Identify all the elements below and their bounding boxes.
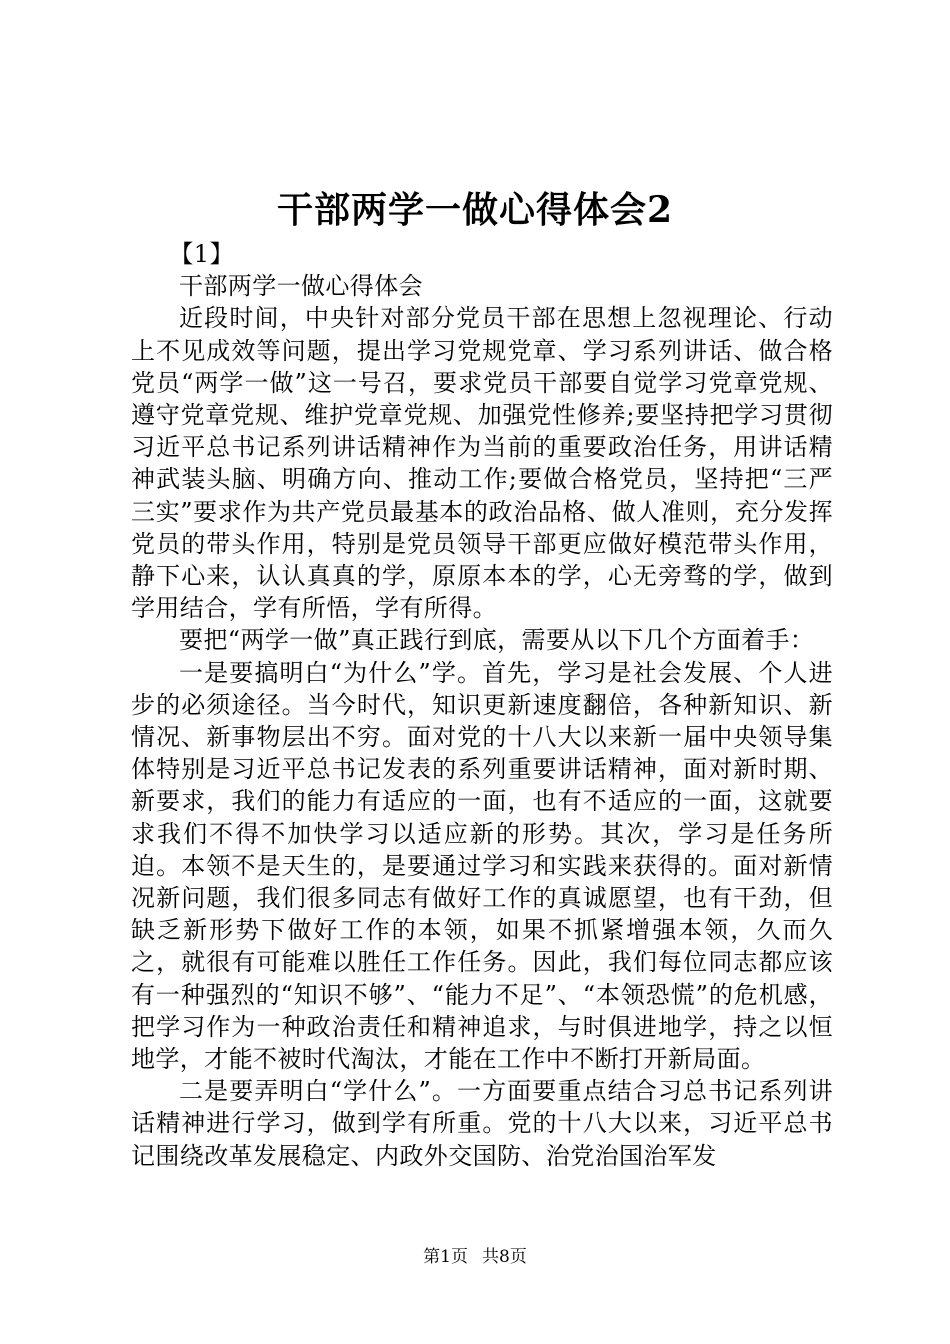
subtitle-paragraph: 干部两学一做心得体会 — [179, 272, 423, 301]
page-number: 第1页 — [423, 1247, 468, 1267]
document-body — [131, 238, 833, 1172]
page-footer — [0, 1245, 950, 1269]
page-total: 共8页 — [482, 1247, 527, 1267]
body-paragraph: 近段时间，中央针对部分党员干部在思想上忽视理论、行动上不见成效等问题，提出学习党规党章、学习系列讲话、做合格党员“两学一做”这一号召，要求党员干部要自觉学习党章党规、遵守党章党规、维护党章党规、加强党性修养;要坚持把学习贯彻习近平总书记系列讲话精神作为当前的重要政治任务，用讲话精神武装头脑、明确方向、推动工作;要做合格党员，坚持把“三严三实”要求作为共产党员最基本的政治品格、做人准则，充分发挥党员的带头作用，特别是党员领导干部更应做好模范带头作用，静下心来，认认真真的学，原原本本的学，心无旁骛的学，做到学用结合，学有所悟，学有所得。 — [131, 304, 833, 623]
document-title: 干部两学一做心得体会2 — [276, 189, 674, 231]
section-marker: 【1】 — [169, 240, 234, 268]
body-paragraph: 要把“两学一做”真正践行到底，需要从以下几个方面着手： — [179, 626, 815, 655]
body-paragraph: 二是要弄明白“学什么”。一方面要重点结合习总书记系列讲话精神进行学习，做到学有所重。党的十八大以来，习近平总书记围绕改革发展稳定、内政外交国防、治党治国治军发 — [131, 1077, 833, 1170]
body-paragraph: 一是要搞明白“为什么”学。首先，学习是社会发展、个人进步的必须途径。当今时代，知识更新速度翻倍，各种新知识、新情况、新事物层出不穷。面对党的十八大以来新一届中央领导集体特别是习近平总书记发表的系列重要讲话精神，面对新时期、新要求，我们的能力有适应的一面，也有不适应的一面，这就要求我们不得不加快学习以适应新的形势。其次，学习是任务所迫。本领不是天生的，是要通过学习和实践来获得的。面对新情况新问题，我们很多同志有做好工作的真诚愿望，也有干劲，但缺乏新形势下做好工作的本领，如果不抓紧增强本领，久而久之，就很有可能难以胜任工作任务。因此，我们每位同志都应该有一种强烈的“知识不够”、“能力不足”、“本领恐慌”的危机感，把学习作为一种政治责任和精神追求，与时俱进地学，持之以恒地学，才能不被时代淘汰，才能在工作中不断打开新局面。 — [131, 658, 833, 1074]
